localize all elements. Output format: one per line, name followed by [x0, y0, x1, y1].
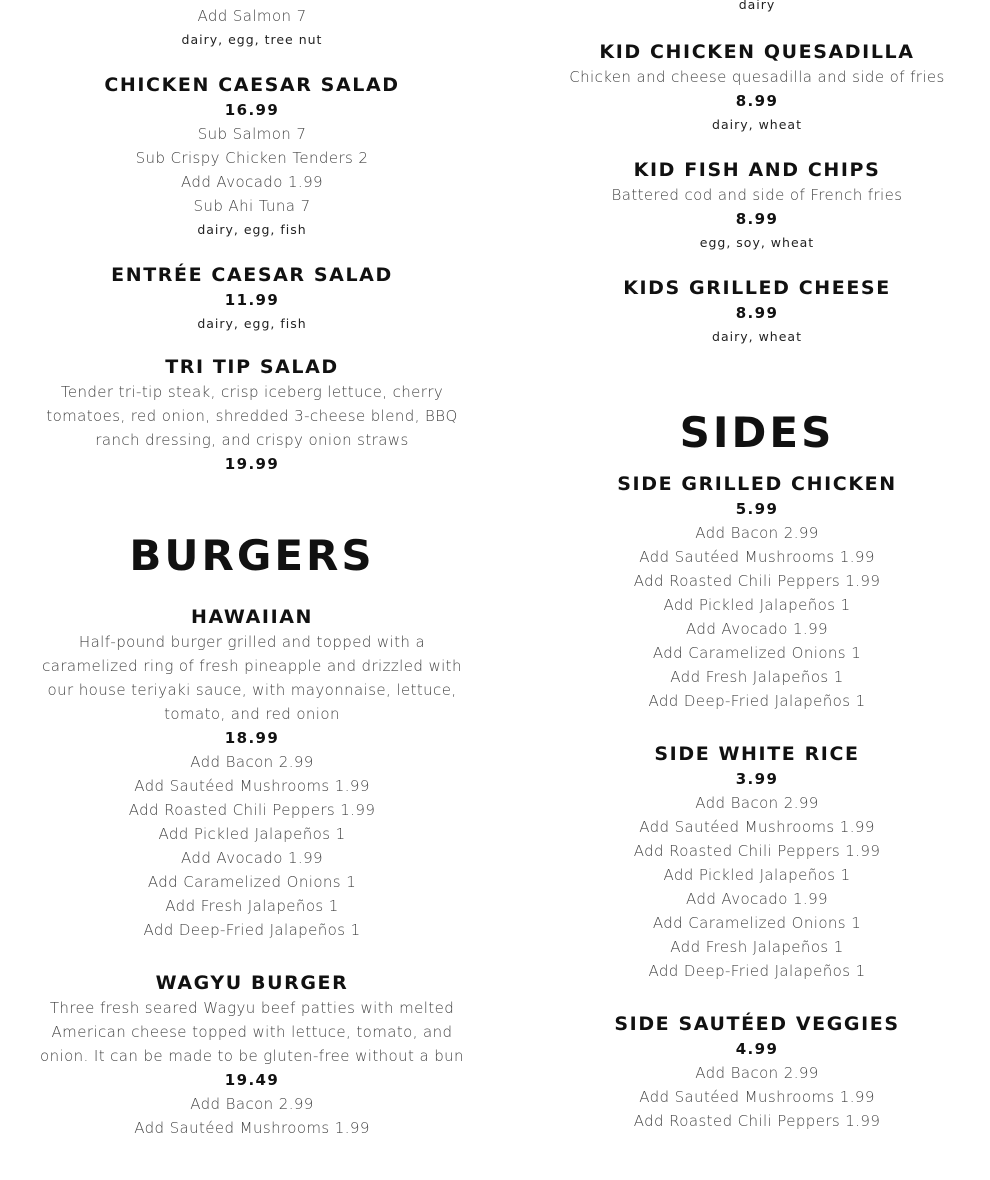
- item-name: TRI TIP SALAD: [165, 356, 339, 378]
- menu-item-side-grilled-chicken: [527, 471, 987, 713]
- modifier-line: Add Caramelized Onions 1: [652, 914, 862, 932]
- item-price: 8.99: [735, 92, 779, 110]
- item-name: ENTRÉE CAESAR SALAD: [111, 264, 393, 286]
- modifier-line: Add Bacon 2.99: [695, 1064, 819, 1082]
- item-name: WAGYU BURGER: [155, 972, 349, 994]
- modifier-line: Add Bacon 2.99: [190, 1095, 314, 1113]
- allergen-line: dairy, egg, fish: [197, 316, 307, 331]
- item-description-line: Half-pound burger grilled and topped with a: [78, 633, 426, 651]
- modifier-line: Add Deep-Fried Jalapeños 1: [648, 692, 866, 710]
- item-description-line: our house teriyaki sauce, with mayonnaise, lettuce,: [47, 681, 457, 699]
- modifier-line: Add Pickled Jalapeños 1: [663, 866, 851, 884]
- item-name: SIDE GRILLED CHICKEN: [617, 473, 897, 495]
- modifier-line: Sub Ahi Tuna 7: [193, 197, 311, 215]
- menu-item-wagyu-burger: [22, 970, 482, 1140]
- menu-item-kid-chicken-quesadilla: [527, 39, 987, 137]
- menu-item-entree-caesar-salad: [22, 262, 482, 336]
- item-description-line: Chicken and cheese quesadilla and side of fries: [569, 68, 945, 86]
- modifier-line: Sub Crispy Chicken Tenders 2: [135, 149, 369, 167]
- item-price: 5.99: [735, 500, 779, 518]
- item-name: HAWAIIAN: [190, 606, 314, 628]
- modifier-line: Add Roasted Chili Peppers 1.99: [128, 801, 376, 819]
- menu-item-side-sauteed-veggies: [527, 1011, 987, 1133]
- allergen-line: dairy, wheat: [712, 329, 802, 344]
- modifier-line: Add Deep-Fried Jalapeños 1: [143, 921, 361, 939]
- item-name: SIDE WHITE RICE: [654, 743, 860, 765]
- item-price: 8.99: [735, 304, 779, 322]
- item-description-line: Tender tri-tip steak, crisp iceberg lettuce, cherry: [60, 383, 444, 401]
- menu-item-side-white-rice: [527, 741, 987, 983]
- modifier-line: Add Salmon 7: [197, 7, 307, 25]
- modifier-line: Add Sautéed Mushrooms 1.99: [639, 548, 875, 566]
- allergen-line: dairy, egg, fish: [197, 222, 307, 237]
- modifier-line: Add Bacon 2.99: [190, 753, 314, 771]
- menu-item-partial-allergen: [527, 0, 987, 17]
- section-title-sides: SIDES: [679, 408, 835, 457]
- item-price: 19.49: [224, 1071, 280, 1089]
- modifier-line: Add Avocado 1.99: [686, 620, 828, 638]
- modifier-line: Add Sautéed Mushrooms 1.99: [134, 777, 370, 795]
- modifier-line: Add Fresh Jalapeños 1: [165, 897, 339, 915]
- modifier-line: Add Caramelized Onions 1: [147, 873, 357, 891]
- item-description-line: caramelized ring of fresh pineapple and drizzled with: [42, 657, 462, 675]
- modifier-line: Add Roasted Chili Peppers 1.99: [633, 572, 881, 590]
- modifier-line: Add Pickled Jalapeños 1: [663, 596, 851, 614]
- item-price: 16.99: [224, 101, 280, 119]
- modifier-line: Add Pickled Jalapeños 1: [158, 825, 346, 843]
- allergen-line: dairy, wheat: [712, 117, 802, 132]
- item-description-line: Three fresh seared Wagyu beef patties with melted: [49, 999, 455, 1017]
- modifier-line: Add Fresh Jalapeños 1: [670, 938, 844, 956]
- item-price: 4.99: [735, 1040, 779, 1058]
- allergen-line: egg, soy, wheat: [699, 235, 815, 250]
- item-price: 11.99: [224, 291, 280, 309]
- item-price: 8.99: [735, 210, 779, 228]
- item-price: 19.99: [224, 455, 280, 473]
- right-menu-column: [527, 0, 987, 1155]
- modifier-line: Add Bacon 2.99: [695, 794, 819, 812]
- allergen-line: dairy: [738, 0, 776, 12]
- modifier-line: Add Fresh Jalapeños 1: [670, 668, 844, 686]
- modifier-line: Sub Salmon 7: [197, 125, 307, 143]
- item-description-line: tomato, and red onion: [164, 705, 340, 723]
- section-title-burgers: BURGERS: [129, 531, 375, 580]
- menu-item-chicken-caesar-salad: [22, 72, 482, 242]
- modifier-line: Add Caramelized Onions 1: [652, 644, 862, 662]
- menu-item-tri-tip-salad: [22, 354, 482, 476]
- modifier-line: Add Bacon 2.99: [695, 524, 819, 542]
- modifier-line: Add Sautéed Mushrooms 1.99: [639, 1088, 875, 1106]
- item-name: KID FISH AND CHIPS: [633, 159, 881, 181]
- menu-item-kid-fish-and-chips: [527, 157, 987, 255]
- modifier-line: Add Avocado 1.99: [181, 849, 323, 867]
- menu-item-salmon-partial: [22, 4, 482, 52]
- left-menu-column: [22, 0, 482, 1162]
- item-description-line: American cheese topped with lettuce, tomato, and: [51, 1023, 453, 1041]
- item-name: KID CHICKEN QUESADILLA: [599, 41, 915, 63]
- modifier-line: Add Roasted Chili Peppers 1.99: [633, 1112, 881, 1130]
- modifier-line: Add Sautéed Mushrooms 1.99: [639, 818, 875, 836]
- modifier-line: Add Sautéed Mushrooms 1.99: [134, 1119, 370, 1137]
- item-price: 3.99: [735, 770, 779, 788]
- item-name: SIDE SAUTÉED VEGGIES: [614, 1013, 900, 1035]
- modifier-line: Add Roasted Chili Peppers 1.99: [633, 842, 881, 860]
- item-name: CHICKEN CAESAR SALAD: [104, 74, 400, 96]
- modifier-line: Add Avocado 1.99: [181, 173, 323, 191]
- item-description-line: onion. It can be made to be gluten-free without a bun: [40, 1047, 464, 1065]
- menu-item-kids-grilled-cheese: [527, 275, 987, 349]
- modifier-line: Add Avocado 1.99: [686, 890, 828, 908]
- item-name: KIDS GRILLED CHEESE: [623, 277, 891, 299]
- item-price: 18.99: [224, 729, 280, 747]
- item-description-line: tomatoes, red onion, shredded 3-cheese blend, BBQ: [46, 407, 458, 425]
- modifier-line: Add Deep-Fried Jalapeños 1: [648, 962, 866, 980]
- item-description-line: ranch dressing, and crispy onion straws: [95, 431, 409, 449]
- item-description-line: Battered cod and side of French fries: [611, 186, 903, 204]
- allergen-line: dairy, egg, tree nut: [181, 32, 323, 47]
- menu-item-hawaiian: [22, 604, 482, 942]
